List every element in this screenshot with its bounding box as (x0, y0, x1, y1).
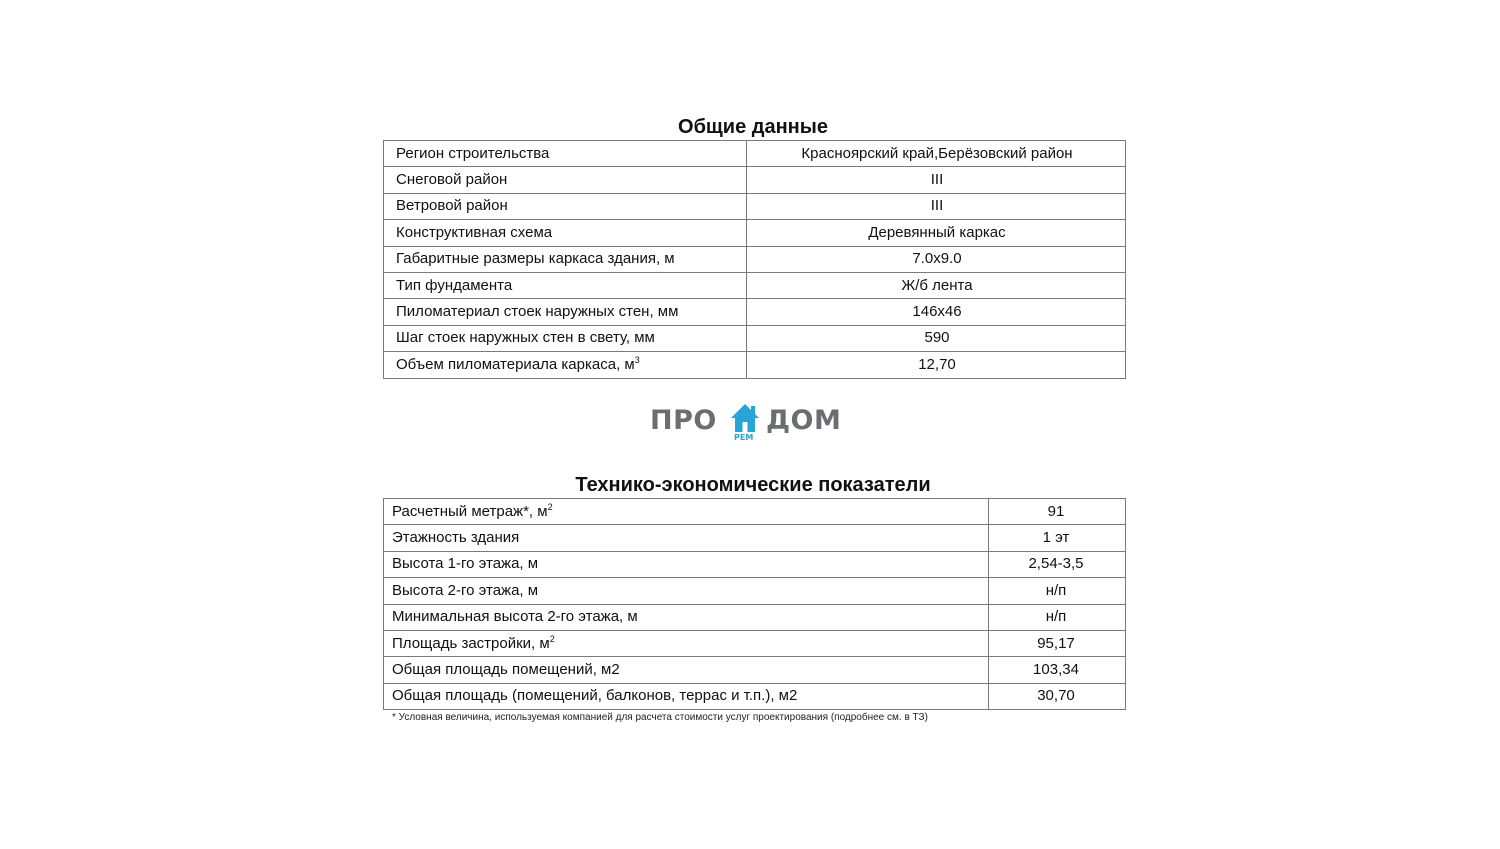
row-value: Красноярский край,Берёзовский район (747, 141, 1126, 167)
row-label: Конструктивная схема (384, 220, 747, 246)
table-row (384, 299, 1126, 325)
table-row (384, 578, 1126, 604)
row-value: III (747, 167, 1126, 193)
row-value: 91 (989, 499, 1126, 525)
row-label: Тип фундамента (384, 272, 747, 298)
row-label: Снеговой район (384, 167, 747, 193)
row-label-text: Объем пиломатериала каркаса, м (396, 355, 635, 373)
table-row (384, 352, 1126, 378)
row-value: Ж/б лента (747, 272, 1126, 298)
row-label: Высота 2-го этажа, м (384, 578, 989, 604)
table-row (384, 193, 1126, 219)
table-row (384, 246, 1126, 272)
tech-indicators-table (383, 498, 1126, 710)
row-value: 95,17 (989, 630, 1126, 656)
unit-superscript: 3 (634, 354, 640, 365)
row-value: н/п (989, 578, 1126, 604)
row-value: III (747, 193, 1126, 219)
row-label-text: Расчетный метраж*, м (392, 502, 548, 520)
row-label: Регион строительства (384, 141, 747, 167)
row-value: 1 эт (989, 525, 1126, 551)
row-label: Шаг стоек наружных стен в свету, мм (384, 325, 747, 351)
row-value: 30,70 (989, 683, 1126, 709)
general-data-title: Общие данные (678, 116, 828, 138)
logo-subtext: РЕМ (734, 433, 754, 442)
table-row (384, 499, 1126, 525)
table-row (384, 683, 1126, 709)
table-row (384, 272, 1126, 298)
row-label: Габаритные размеры каркаса здания, м (384, 246, 747, 272)
row-value: 12,70 (747, 352, 1126, 378)
row-value: 103,34 (989, 657, 1126, 683)
row-label (384, 630, 989, 656)
row-label (384, 499, 989, 525)
logo-text-left: ПРО (650, 405, 717, 436)
company-logo (650, 402, 850, 446)
table-row (384, 604, 1126, 630)
row-label: Общая площадь (помещений, балконов, террас и т.п.), м2 (384, 683, 989, 709)
table-row (384, 167, 1126, 193)
footnote: * Условная величина, используемая компанией для расчета стоимости услуг проектирования (подробнее см. в ТЗ) (392, 712, 928, 723)
row-label: Общая площадь помещений, м2 (384, 657, 989, 683)
row-label: Минимальная высота 2-го этажа, м (384, 604, 989, 630)
row-value: 590 (747, 325, 1126, 351)
row-value: 7.0х9.0 (747, 246, 1126, 272)
table-row (384, 220, 1126, 246)
table-row (384, 657, 1126, 683)
table-row (384, 551, 1126, 577)
row-label: Ветровой район (384, 193, 747, 219)
unit-superscript: 2 (547, 501, 553, 512)
row-label: Высота 1-го этажа, м (384, 551, 989, 577)
general-data-table (383, 140, 1126, 379)
table-row (384, 630, 1126, 656)
row-label (384, 352, 747, 378)
row-label: Этажность здания (384, 525, 989, 551)
unit-superscript: 2 (549, 633, 555, 644)
row-value: 146х46 (747, 299, 1126, 325)
row-label: Пиломатериал стоек наружных стен, мм (384, 299, 747, 325)
logo-text-right: ДОМ (766, 405, 842, 436)
tech-indicators-title: Технико-экономические показатели (575, 474, 931, 496)
row-value: н/п (989, 604, 1126, 630)
table-row (384, 525, 1126, 551)
table-row (384, 141, 1126, 167)
table-row (384, 325, 1126, 351)
row-label-text: Площадь застройки, м (392, 634, 550, 652)
row-value: Деревянный каркас (747, 220, 1126, 246)
row-value: 2,54-3,5 (989, 551, 1126, 577)
